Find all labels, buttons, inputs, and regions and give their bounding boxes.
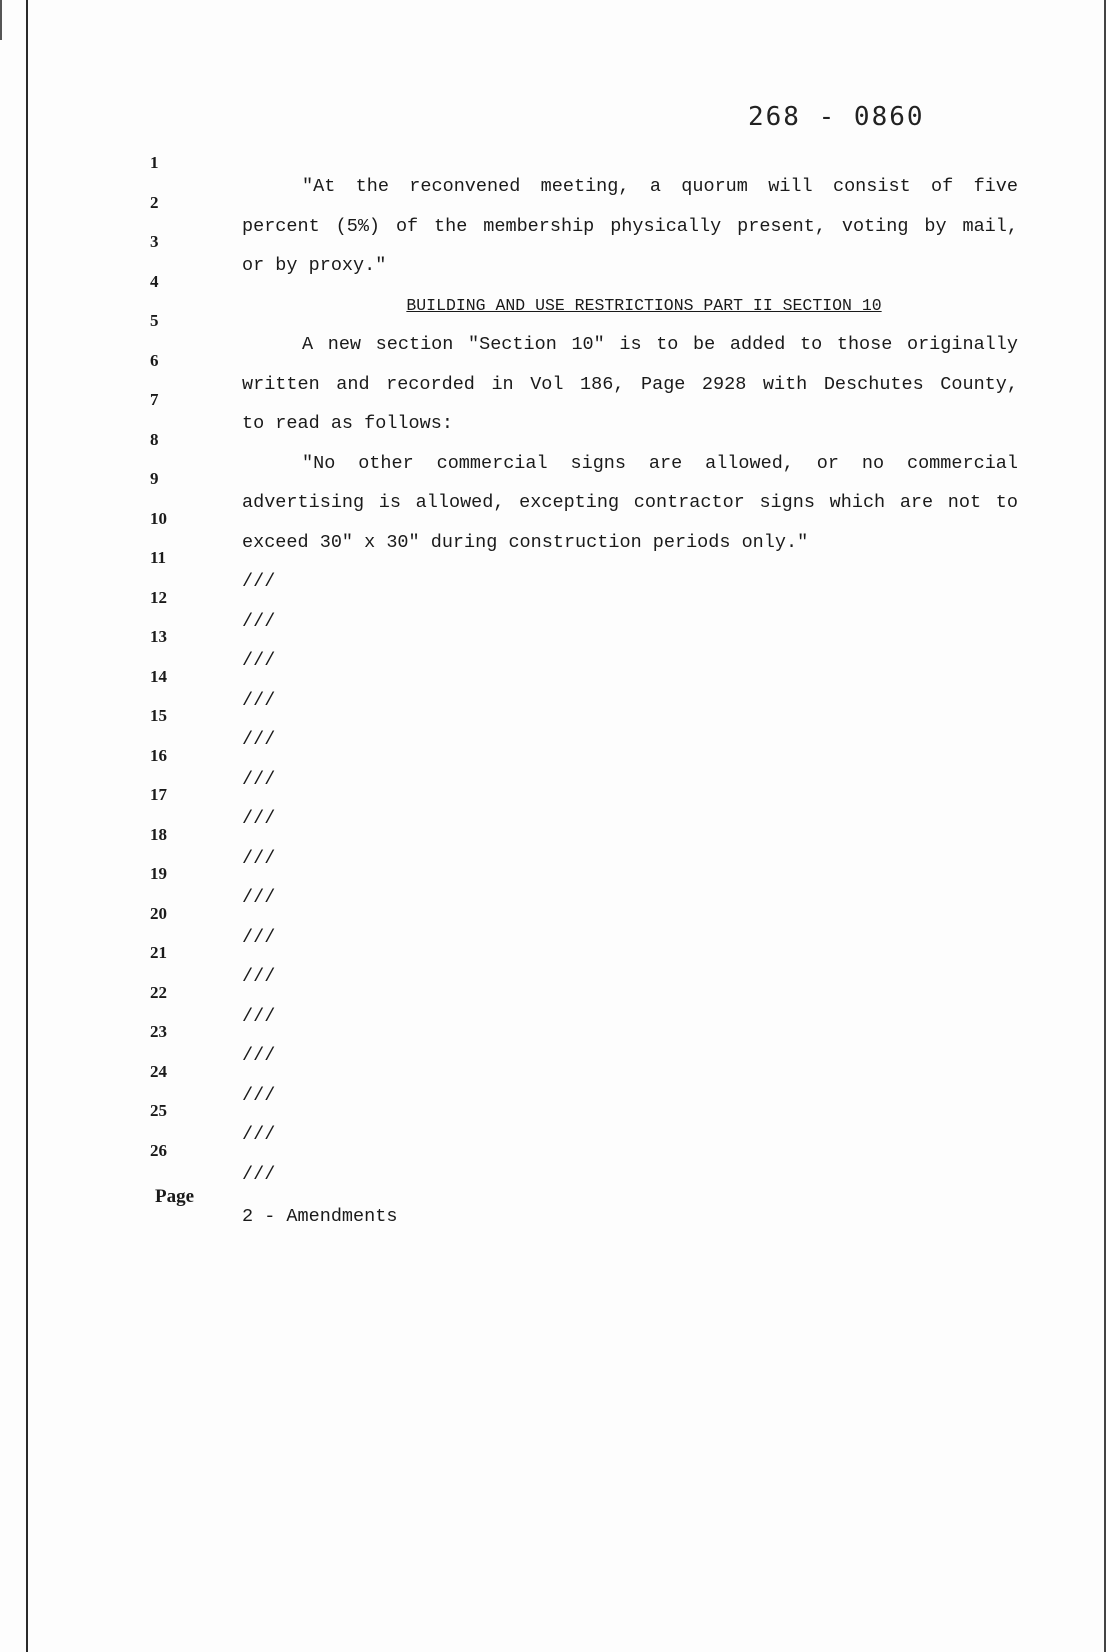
continuation-mark: /// (242, 847, 276, 869)
text-line: percent (5%) of the membership physically present, voting by mail, (242, 215, 1018, 237)
line-number: 10 (150, 508, 167, 528)
continuation-mark: /// (242, 1084, 276, 1106)
text-line: exceed 30" x 30" during construction periods only." (242, 531, 809, 553)
line-number: 26 (150, 1140, 167, 1160)
line-number: 19 (150, 864, 167, 883)
line-number: 1 (150, 153, 159, 172)
text-line: to read as follows: (242, 413, 453, 434)
continuation-mark: /// (242, 571, 276, 592)
continuation-mark: /// (242, 650, 276, 671)
line-number: 3 (150, 232, 159, 251)
line-number: 18 (150, 824, 167, 844)
left-margin-mark (0, 0, 2, 40)
text-line: A new section "Section 10" is to be added to those originally (302, 334, 1018, 355)
line-number: 12 (150, 587, 167, 607)
text-line: written and recorded in Vol 186, Page 2928 with Deschutes County, (242, 373, 1018, 395)
line-number: 15 (150, 706, 167, 725)
text-line: or by proxy." (242, 255, 387, 276)
continuation-mark: /// (242, 966, 276, 987)
line-number: 13 (150, 627, 167, 646)
continuation-mark: /// (242, 729, 276, 750)
line-number: 2 (150, 192, 159, 212)
line-number: 22 (150, 982, 167, 1002)
line-number: 11 (150, 548, 167, 567)
line-number: 14 (150, 666, 167, 686)
line-number: 7 (150, 390, 159, 409)
page-label: Page (155, 1186, 195, 1207)
section-heading: BUILDING AND USE RESTRICTIONS PART II SECTION 10 (406, 295, 882, 315)
line-number: 8 (150, 429, 159, 449)
line-number: 24 (150, 1061, 167, 1081)
line-number: 21 (150, 943, 167, 962)
continuation-mark: /// (242, 926, 276, 948)
line-number: 23 (150, 1022, 167, 1041)
continuation-mark: /// (242, 1005, 276, 1027)
continuation-mark: /// (242, 1045, 276, 1066)
line-number: 5 (150, 311, 159, 330)
continuation-mark: /// (242, 689, 276, 711)
continuation-mark: /// (242, 1124, 276, 1145)
text-line: advertising is allowed, excepting contractor signs which are not to (242, 492, 1018, 513)
continuation-mark: /// (242, 1163, 276, 1185)
line-number: 25 (150, 1101, 167, 1120)
continuation-mark: /// (242, 808, 276, 829)
line-number: 20 (150, 903, 167, 923)
continuation-mark: /// (242, 887, 276, 908)
continuation-mark: /// (242, 768, 276, 790)
text-line: "No other commercial signs are allowed, or no commercial (302, 452, 1018, 474)
left-margin-rule (26, 0, 28, 1652)
line-number: 9 (150, 469, 159, 488)
recording-number: 268 - 0860 (748, 102, 925, 132)
text-line: "At the reconvened meeting, a quorum will consist of five (302, 176, 1018, 197)
line-number: 4 (150, 271, 159, 291)
line-number: 16 (150, 745, 167, 765)
page-footer: 2 - Amendments (242, 1206, 398, 1227)
document-body (242, 176, 1018, 1203)
continuation-mark: /// (242, 610, 276, 632)
line-number-column (150, 152, 167, 1179)
line-number: 17 (150, 785, 167, 804)
line-number: 6 (150, 350, 159, 370)
